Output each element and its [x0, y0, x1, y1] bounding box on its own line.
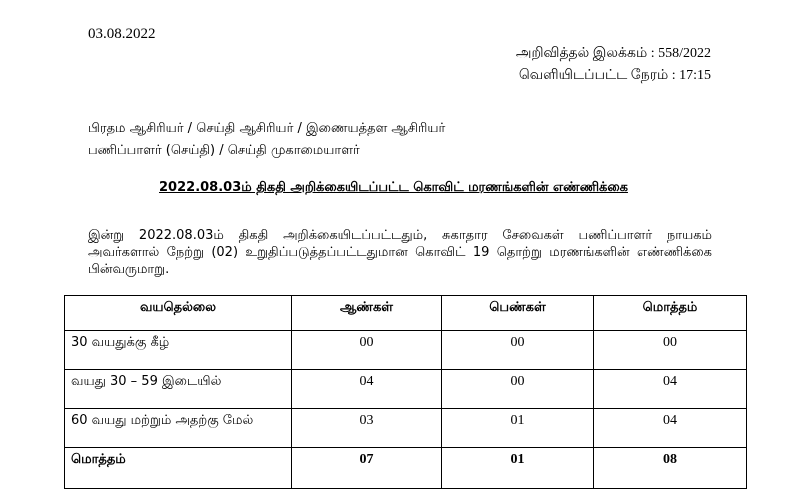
document-date: 03.08.2022 — [88, 26, 156, 42]
row-female-count: 00 — [442, 331, 594, 370]
body-paragraph: இன்று 2022.08.03ம் திகதி அறிக்கையிடப்பட்டதும், சுகாதார சேவைகள் பணிப்பாளர் நாயகம் அவர்களால் நேற்று (02) உறுதிப்படுத்தப்பட்டதுமான கொவிட் 19 தொற்று மரணங்களின் எண்ணிக்கை பின்வருமாறு. — [88, 228, 712, 277]
total-overall-count: 08 — [594, 448, 747, 489]
header-male: ஆண்கள் — [292, 296, 442, 331]
notice-number: அறிவித்தல் இலக்கம் : 558/2022 — [515, 46, 711, 61]
table-row — [65, 331, 747, 370]
row-age-label: 30 வயதுக்கு கீழ் — [65, 331, 292, 370]
table-row — [65, 409, 747, 448]
table-total-row — [65, 448, 747, 489]
header-female: பெண்கள் — [442, 296, 594, 331]
row-age-label: 60 வயது மற்றும் அதற்கு மேல் — [65, 409, 292, 448]
table-row — [65, 370, 747, 409]
row-female-count: 00 — [442, 370, 594, 409]
covid-deaths-table — [64, 295, 747, 489]
total-female-count: 01 — [442, 448, 594, 489]
row-male-count: 04 — [292, 370, 442, 409]
row-total-count: 04 — [594, 370, 747, 409]
total-label: மொத்தம் — [65, 448, 292, 489]
header-total: மொத்தம் — [594, 296, 747, 331]
document-heading: 2022.08.03ம் திகதி அறிக்கையிடப்பட்ட கொவிட் மரணங்களின் எண்ணிக்கை — [159, 180, 628, 195]
table-header-row — [65, 296, 747, 331]
header-age-range: வயதெல்லை — [65, 296, 292, 331]
recipients-line-2: பணிப்பாளர் (செய்தி) / செய்தி முகாமையாளர் — [88, 143, 360, 158]
row-age-label: வயது 30 – 59 இடையில் — [65, 370, 292, 409]
total-male-count: 07 — [292, 448, 442, 489]
row-total-count: 00 — [594, 331, 747, 370]
row-male-count: 03 — [292, 409, 442, 448]
release-time: வெளியிடப்பட்ட நேரம் : 17:15 — [518, 68, 711, 83]
row-total-count: 04 — [594, 409, 747, 448]
recipients-line-1: பிரதம ஆசிரியர் / செய்தி ஆசிரியர் / இணையத்தள ஆசிரியர் — [88, 121, 446, 136]
row-female-count: 01 — [442, 409, 594, 448]
row-male-count: 00 — [292, 331, 442, 370]
